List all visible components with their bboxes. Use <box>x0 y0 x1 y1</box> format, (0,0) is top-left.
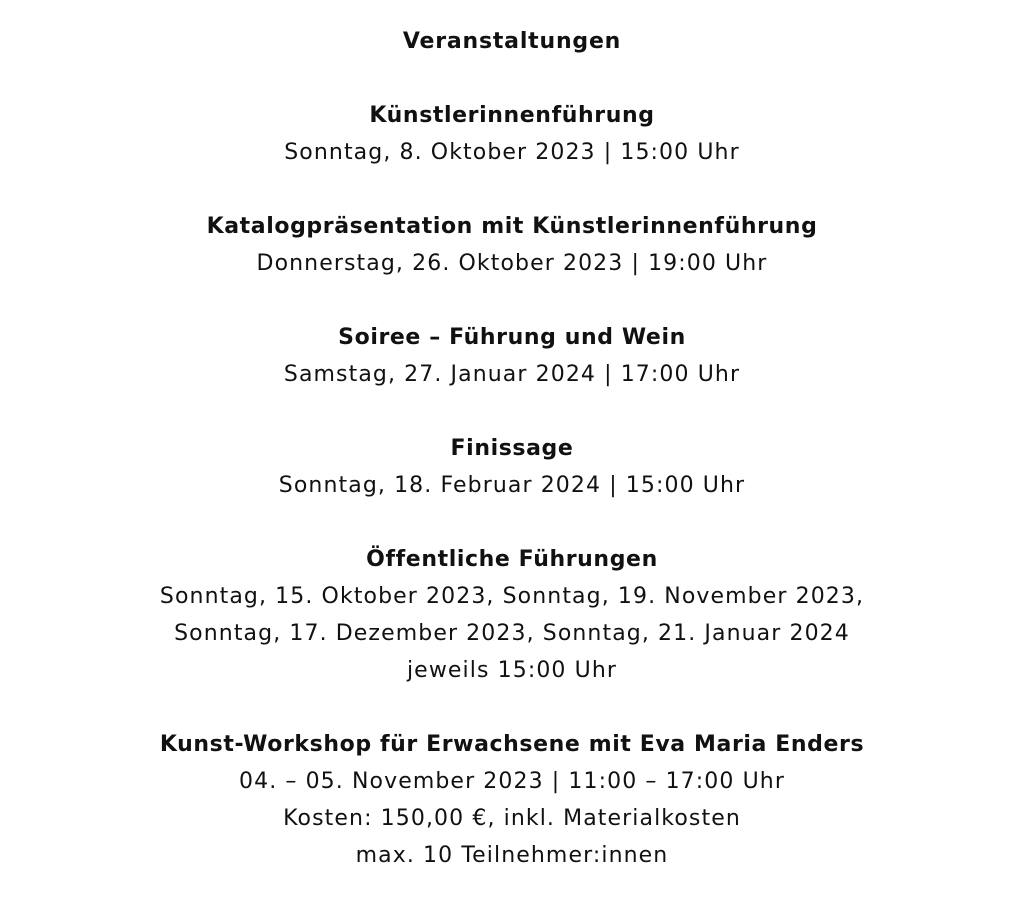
event-title: Künstlerinnenführung <box>369 103 655 128</box>
event-item <box>0 431 1024 504</box>
event-item <box>0 98 1024 171</box>
event-dates-line: Sonntag, 15. Oktober 2023, Sonntag, 19. November 2023, <box>159 584 865 609</box>
event-item <box>0 727 1024 874</box>
event-title: Öffentliche Führungen <box>366 547 658 572</box>
event-date-time: Sonntag, 8. Oktober 2023 | 15:00 Uhr <box>284 140 740 165</box>
event-item <box>0 320 1024 393</box>
event-date-time: 04. – 05. November 2023 | 11:00 – 17:00 Uhr <box>239 769 785 794</box>
event-date-time: Samstag, 27. Januar 2024 | 17:00 Uhr <box>283 362 741 387</box>
event-item <box>0 209 1024 282</box>
event-time-note: jeweils 15:00 Uhr <box>406 658 618 683</box>
event-date-time: Sonntag, 18. Februar 2024 | 15:00 Uhr <box>278 473 746 498</box>
event-title: Kunst-Workshop für Erwachsene mit Eva Maria Enders <box>159 732 865 757</box>
page-title: Veranstaltungen <box>402 29 622 54</box>
event-title: Katalogpräsentation mit Künstlerinnenführung <box>206 214 818 239</box>
event-capacity: max. 10 Teilnehmer:innen <box>355 843 669 868</box>
event-title: Soiree – Führung und Wein <box>338 325 686 350</box>
event-date-time: Donnerstag, 26. Oktober 2023 | 19:00 Uhr <box>256 251 768 276</box>
event-dates-line: Sonntag, 17. Dezember 2023, Sonntag, 21. Januar 2024 <box>174 621 850 646</box>
event-item <box>0 542 1024 689</box>
event-title: Finissage <box>450 436 574 461</box>
event-cost: Kosten: 150,00 €, inkl. Materialkosten <box>283 806 741 831</box>
